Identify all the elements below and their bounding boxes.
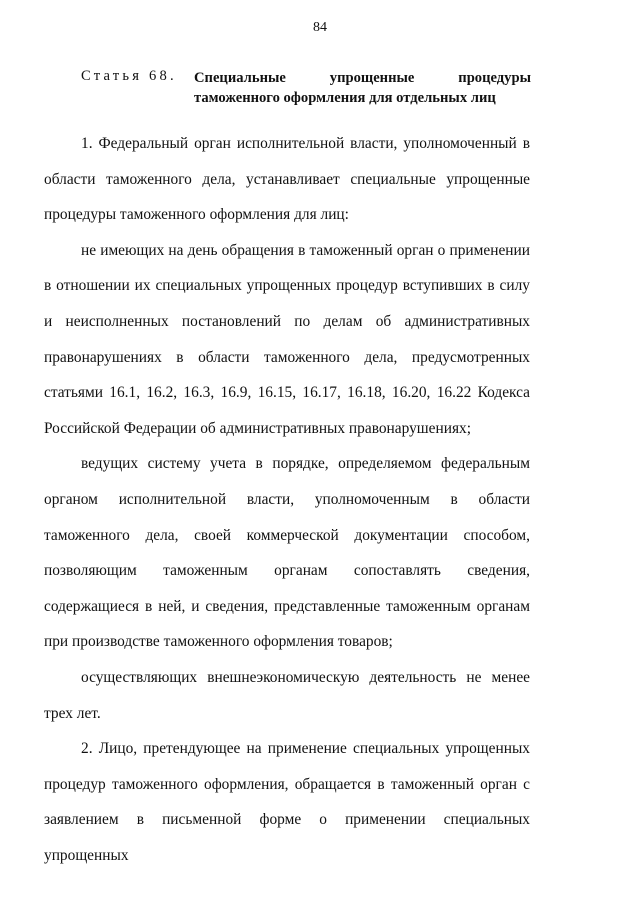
article-body [44,126,530,873]
paragraph-5: 2. Лицо, претендующее на применение специальных упрощенных процедур таможенного оформления, обращается в таможенный орган с заявлением в письменной форме о применении специальных упрощенных [44,740,530,864]
paragraph-4: осуществляющих внешнеэкономическую деятельность не менее трех лет. [44,668,530,722]
article-title [194,68,531,108]
article-title-line-2: таможенного оформления для отдельных лиц [194,90,496,106]
page-number: 84 [313,20,327,35]
article-label: Статья 68. [81,68,177,84]
paragraph-3: ведущих систему учета в порядке, определяемом федеральным органом исполнительной власти, уполномоченным в области таможенного дела, своей коммерческой документации способом, позволяющим таможенным органам сопоставлять сведения, содержащиеся в ней, и сведения, представленные таможенным органам при производстве таможенного оформления товаров; [44,455,530,651]
paragraph-2: не имеющих на день обращения в таможенный орган о применении в отношении их специальных упрощенных процедур вступивших в силу и неисполненных постановлений по делам об административных правонарушениях в области таможенного дела, предусмотренных статьями 16.1, 16.2, 16.3, 16.9, 16.15, 16.17, 16.18, 16.20, 16.22 Кодекса Российской Федерации об административных правонарушениях; [44,241,530,437]
paragraph-1: 1. Федеральный орган исполнительной власти, уполномоченный в области таможенного дела, устанавливает специальные упрощенные процедуры таможенного оформления для лиц: [44,135,530,224]
article-title-line-1: Специальные упрощенные процедуры [194,70,531,86]
